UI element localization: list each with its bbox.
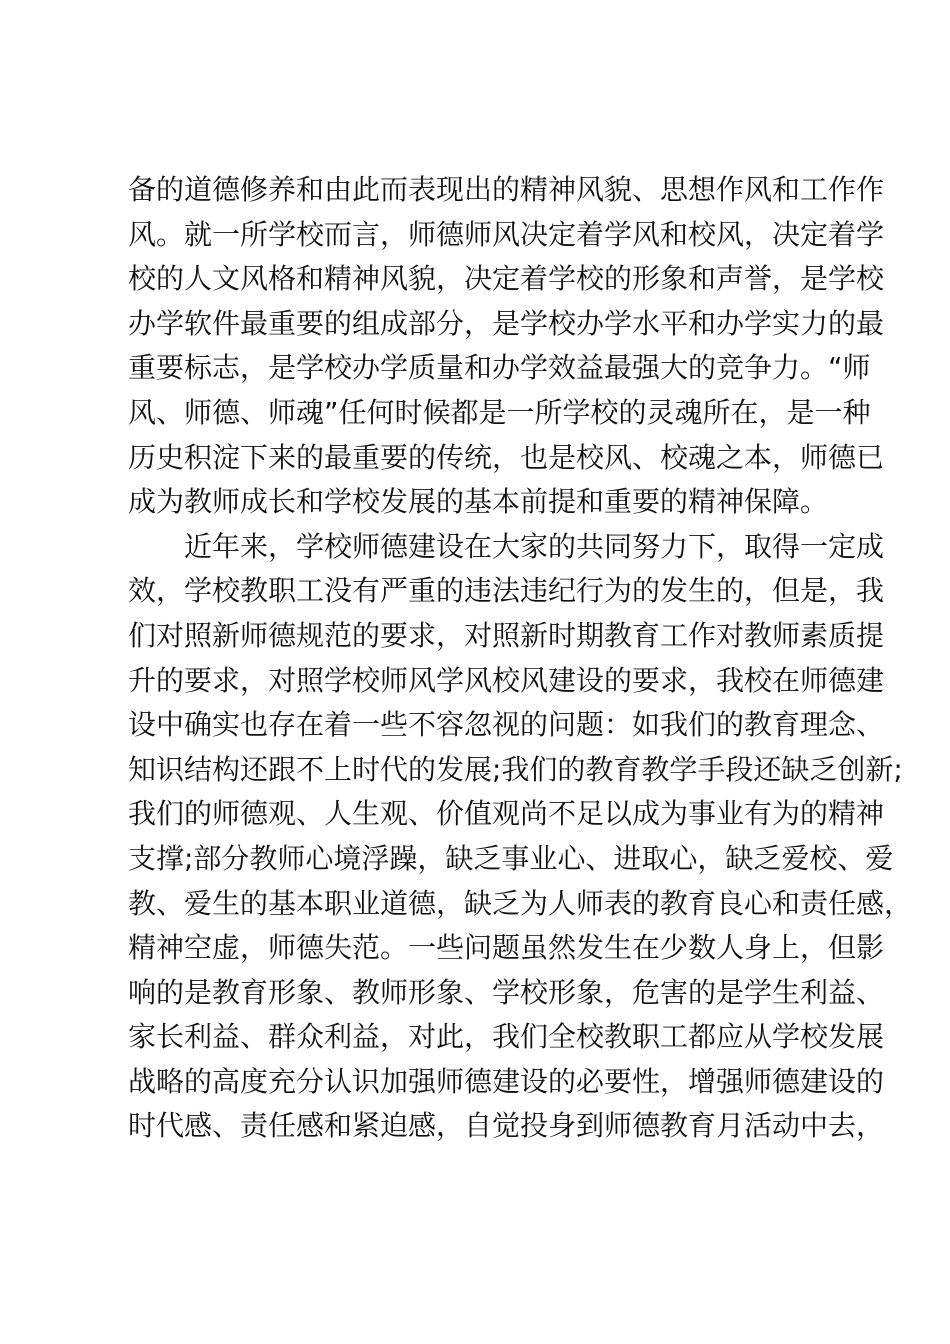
text-line: 校的人文风格和精神风貌，决定着学校的形象和声誉，是学校 [128,262,885,296]
text-line: 成为教师成长和学校发展的基本前提和重要的精神保障。 [128,485,829,519]
text-line: 设中确实也存在着一些不容忽视的问题：如我们的教育理念、 [128,708,885,742]
text-line: 我们的师德观、人生观、价值观尚不足以成为事业有为的精神 [128,797,885,831]
text-line: 升的要求，对照学校师风学风校风建设的要求，我校在师德建 [128,663,885,697]
text-line: 教、爱生的基本职业道德，缺乏为人师表的教育良心和责任感， [128,886,913,920]
paragraph-1 [128,168,885,525]
paragraph-2 [128,525,913,1149]
text-line: 历史积淀下来的最重要的传统，也是校风、校魂之本，师德已 [128,440,885,474]
text-line: 风。就一所学校而言，师德师风决定着学风和校风，决定着学 [128,217,885,251]
text-line: 战略的高度充分认识加强师德建设的必要性，增强师德建设的 [128,1064,885,1098]
text-line: 效，学校教职工没有严重的违法违纪行为的发生的，但是，我 [128,574,885,608]
text-line: 风、师德、师魂”任何时候都是一所学校的灵魂所在，是一种 [128,395,871,429]
text-line: 知识结构还跟不上时代的发展;我们的教育教学手段还缺乏创新; [128,752,903,786]
text-line: 时代感、责任感和紧迫感，自觉投身到师德教育月活动中去， [128,1109,885,1143]
text-line: 响的是教育形象、教师形象、学校形象，危害的是学生利益、 [128,975,885,1009]
text-line: 支撑;部分教师心境浮躁，缺乏事业心、进取心，缺乏爱校、爱 [128,841,894,875]
text-line: 备的道德修养和由此而表现出的精神风貌、思想作风和工作作 [128,173,885,206]
text-line: 精神空虚，师德失范。一些问题虽然发生在少数人身上，但影 [128,931,885,965]
document-body [128,168,913,1149]
text-line: 家长利益、群众利益，对此，我们全校教职工都应从学校发展 [128,1020,885,1054]
text-line: 重要标志，是学校办学质量和办学效益最强大的竞争力。“师 [128,351,871,385]
text-line: 近年来，学校师德建设在大家的共同努力下，取得一定成 [128,529,885,563]
text-line: 们对照新师德规范的要求，对照新时期教育工作对教师素质提 [128,618,885,652]
text-line: 办学软件最重要的组成部分，是学校办学水平和办学实力的最 [128,306,885,340]
